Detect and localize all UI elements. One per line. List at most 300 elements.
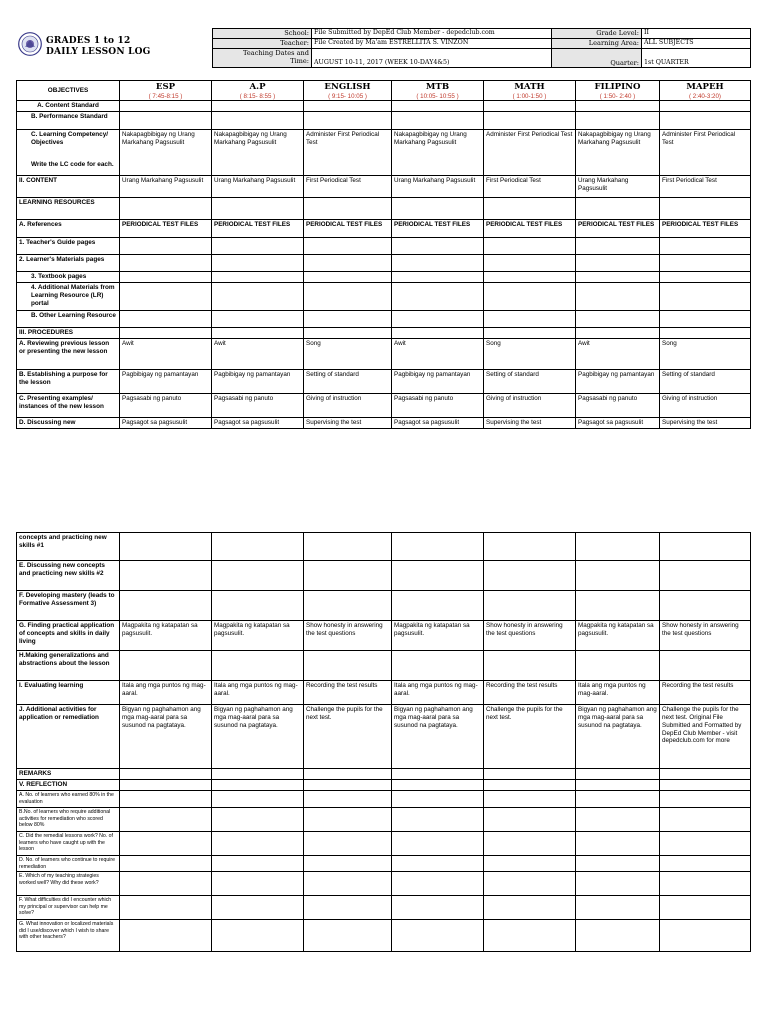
row-label: C. Presenting examples/ instances of the new lesson (17, 394, 120, 418)
cell-esp[interactable] (120, 651, 212, 681)
cell-esp[interactable] (120, 591, 212, 621)
cell-esp[interactable]: Magpakita ng katapatan sa pagsusulit. (120, 621, 212, 651)
cell-english[interactable] (304, 238, 392, 255)
table-row (17, 370, 751, 394)
table-row (17, 220, 751, 238)
cell-filipino[interactable] (576, 780, 660, 791)
reflection-cell[interactable] (660, 920, 751, 952)
cell-ap[interactable]: Magpakita ng katapatan sa pagsusulit. (212, 621, 304, 651)
table-row (17, 101, 751, 112)
table-row (17, 339, 751, 370)
cell-filipino[interactable]: Pagbibigay ng pamantayan (576, 370, 660, 394)
cell-mapeh[interactable]: Supervising the test (660, 418, 751, 429)
teacher-value: File Created by Ma'am ESTRELLITA S. VINZON (312, 39, 552, 49)
cell-esp[interactable]: Pagsasabi ng panuto (120, 394, 212, 418)
table-row (17, 112, 751, 130)
cell-mtb[interactable] (392, 311, 484, 328)
reflection-cell[interactable] (392, 808, 484, 832)
row-label: 1. Teacher's Guide pages (17, 238, 120, 255)
cell-mtb[interactable] (392, 112, 484, 130)
row-label: 2. Learner's Materials pages (17, 255, 120, 272)
cell-mapeh[interactable] (660, 101, 751, 112)
cell-mapeh[interactable] (660, 311, 751, 328)
cell-ap[interactable] (212, 311, 304, 328)
cell-filipino[interactable] (576, 272, 660, 283)
cell-math[interactable] (484, 651, 576, 681)
cell-ap[interactable]: Urang Markahang Pagsusulit (212, 176, 304, 198)
subject-header-math: MATH ( 1:00-1:50 ) (484, 81, 576, 101)
row-label: H.Making generalizations and abstractions about the lesson (17, 651, 120, 681)
row-label: G. Finding practical application of concepts and skills in daily living (17, 621, 120, 651)
cell-filipino[interactable] (576, 198, 660, 220)
cell-english[interactable] (304, 591, 392, 621)
subject-header-esp: ESP ( 7:45-8:15 ) (120, 81, 212, 101)
cell-ap[interactable]: Pagbibigay ng pamantayan (212, 370, 304, 394)
table-row (17, 591, 751, 621)
cell-esp[interactable] (120, 238, 212, 255)
cell-filipino[interactable] (576, 283, 660, 311)
cell-esp[interactable] (120, 311, 212, 328)
cell-filipino[interactable]: Magpakita ng katapatan sa pagsusulit. (576, 621, 660, 651)
reflection-cell[interactable] (304, 872, 392, 896)
row-label: F. Developing mastery (leads to Formative Assessment 3) (17, 591, 120, 621)
cell-math[interactable] (484, 238, 576, 255)
cell-mtb[interactable]: Itala ang mga puntos ng mag-aaral. (392, 681, 484, 705)
cell-filipino[interactable]: Urang Markahang Pagsusulit (576, 176, 660, 198)
row-label: D. Discussing new (17, 418, 120, 429)
table-row (17, 130, 751, 176)
table-row (17, 651, 751, 681)
subject-header-filipino: FILIPINO ( 1:50- 2:40 ) (576, 81, 660, 101)
cell-mtb[interactable]: Pagsasabi ng panuto (392, 394, 484, 418)
table-row (17, 533, 751, 561)
cell-mtb[interactable] (392, 533, 484, 561)
cell-filipino[interactable] (576, 651, 660, 681)
cell-esp[interactable] (120, 769, 212, 780)
cell-mapeh[interactable]: Song (660, 339, 751, 370)
school-value: File Submitted by DepEd Club Member - depedclub.com (312, 29, 552, 39)
cell-mapeh[interactable]: PERIODICAL TEST FILES (660, 220, 751, 238)
cell-filipino[interactable]: Bigyan ng paghahamon ang mga mag-aaral para sa susunod na pagtataya. (576, 705, 660, 769)
cell-ap[interactable] (212, 198, 304, 220)
cell-esp[interactable] (120, 255, 212, 272)
cell-english[interactable] (304, 198, 392, 220)
cell-esp[interactable]: Pagsagot sa pagsusulit (120, 418, 212, 429)
cell-english[interactable]: Song (304, 339, 392, 370)
reflection-cell[interactable] (576, 832, 660, 856)
cell-filipino[interactable] (576, 769, 660, 780)
cell-filipino[interactable] (576, 255, 660, 272)
cell-ap[interactable] (212, 101, 304, 112)
reflection-cell[interactable] (120, 832, 212, 856)
cell-mtb[interactable] (392, 769, 484, 780)
cell-esp[interactable] (120, 533, 212, 561)
reflection-cell[interactable] (576, 896, 660, 920)
cell-english[interactable] (304, 272, 392, 283)
cell-mapeh[interactable]: First Periodical Test (660, 176, 751, 198)
cell-english[interactable]: Recording the test results (304, 681, 392, 705)
area-label: Learning Area: (552, 39, 642, 49)
reflection-cell[interactable] (304, 832, 392, 856)
reflection-label: D. No. of learners who continue to require remediation (17, 856, 120, 872)
reflection-cell[interactable] (212, 920, 304, 952)
cell-english[interactable] (304, 651, 392, 681)
cell-math[interactable]: Administer First Periodical Test (484, 130, 576, 176)
table-row (17, 328, 751, 339)
table-row (17, 283, 751, 311)
reflection-row (17, 791, 751, 808)
cell-esp[interactable]: Nakapagbibigay ng Urang Markahang Pagsusulit (120, 130, 212, 176)
reflection-cell[interactable] (212, 832, 304, 856)
row-label: B. Establishing a purpose for the lesson (17, 370, 120, 394)
cell-esp[interactable]: Itala ang mga puntos ng mag-aaral. (120, 681, 212, 705)
cell-mapeh[interactable] (660, 198, 751, 220)
row-label: LEARNING RESOURCES (17, 198, 120, 220)
lesson-log-table-part1 (16, 80, 750, 429)
reflection-cell[interactable] (484, 791, 576, 808)
reflection-cell[interactable] (120, 896, 212, 920)
cell-ap[interactable] (212, 769, 304, 780)
cell-mtb[interactable] (392, 561, 484, 591)
table-row (17, 621, 751, 651)
cell-mapeh[interactable] (660, 255, 751, 272)
table-row (17, 394, 751, 418)
cell-filipino[interactable] (576, 561, 660, 591)
quarter-label: Quarter: (552, 49, 642, 68)
cell-english[interactable] (304, 328, 392, 339)
reflection-cell[interactable] (392, 791, 484, 808)
cell-ap[interactable]: Pagsasabi ng panuto (212, 394, 304, 418)
cell-filipino[interactable] (576, 238, 660, 255)
cell-ap[interactable] (212, 780, 304, 791)
cell-mtb[interactable] (392, 651, 484, 681)
row-label: concepts and practicing new skills #1 (17, 533, 120, 561)
cell-mtb[interactable]: Pagbibigay ng pamantayan (392, 370, 484, 394)
cell-mtb[interactable] (392, 238, 484, 255)
school-label: School: (213, 29, 312, 39)
cell-filipino[interactable] (576, 533, 660, 561)
subject-header-mtb: MTB ( 10:05- 10:55 ) (392, 81, 484, 101)
reflection-cell[interactable] (660, 808, 751, 832)
reflection-label: E. Which of my teaching strategies worked well? Why did these work? (17, 872, 120, 896)
cell-mtb[interactable] (392, 591, 484, 621)
reflection-cell[interactable] (660, 896, 751, 920)
reflection-cell[interactable] (120, 856, 212, 872)
cell-english[interactable] (304, 112, 392, 130)
cell-mapeh[interactable] (660, 769, 751, 780)
cell-mapeh[interactable] (660, 283, 751, 311)
cell-math[interactable] (484, 283, 576, 311)
cell-mtb[interactable]: Bigyan ng paghahamon ang mga mag-aaral para sa susunod na pagtataya. (392, 705, 484, 769)
cell-english[interactable]: First Periodical Test (304, 176, 392, 198)
row-label: I. Evaluating learning (17, 681, 120, 705)
cell-mapeh[interactable]: Show honesty in answering the test questions (660, 621, 751, 651)
table-row (17, 705, 751, 769)
cell-ap[interactable] (212, 591, 304, 621)
reflection-cell[interactable] (484, 896, 576, 920)
reflection-cell[interactable] (660, 856, 751, 872)
cell-filipino[interactable] (576, 591, 660, 621)
reflection-label: G. What innovation or localized materials did I use/discover which I wish to share with other teachers? (17, 920, 120, 952)
cell-mapeh[interactable] (660, 112, 751, 130)
cell-math[interactable]: First Periodical Test (484, 176, 576, 198)
cell-filipino[interactable] (576, 328, 660, 339)
reflection-cell[interactable] (212, 896, 304, 920)
grade-value: II (642, 29, 751, 39)
cell-english[interactable] (304, 561, 392, 591)
cell-ap[interactable] (212, 255, 304, 272)
reflection-label: A. No. of learners who earned 80% in the evaluation (17, 791, 120, 808)
cell-mapeh[interactable] (660, 238, 751, 255)
header (16, 28, 750, 72)
reflection-cell[interactable] (212, 872, 304, 896)
cell-mapeh[interactable]: Recording the test results (660, 681, 751, 705)
table-row (17, 418, 751, 429)
reflection-cell[interactable] (660, 832, 751, 856)
reflection-cell[interactable] (120, 920, 212, 952)
reflection-row (17, 856, 751, 872)
cell-mapeh[interactable] (660, 591, 751, 621)
reflection-cell[interactable] (576, 920, 660, 952)
cell-filipino[interactable]: Nakapagbibigay ng Urang Markahang Pagsusulit (576, 130, 660, 176)
reflection-cell[interactable] (304, 896, 392, 920)
reflection-cell[interactable] (120, 791, 212, 808)
cell-ap[interactable] (212, 651, 304, 681)
cell-mapeh[interactable]: Setting of standard (660, 370, 751, 394)
cell-math[interactable] (484, 769, 576, 780)
cell-mapeh[interactable]: Challenge the pupils for the next test. Original File Submitted and Formatted by DepEd Club Member - visit depedclub.com for more (660, 705, 751, 769)
cell-filipino[interactable] (576, 311, 660, 328)
row-label: 4. Additional Materials from Learning Resource (LR) portal (17, 283, 120, 311)
cell-math[interactable]: Supervising the test (484, 418, 576, 429)
cell-math[interactable] (484, 112, 576, 130)
cell-english[interactable] (304, 533, 392, 561)
row-label: E. Discussing new concepts and practicing new skills #2 (17, 561, 120, 591)
cell-math[interactable] (484, 272, 576, 283)
cell-math[interactable] (484, 780, 576, 791)
cell-math[interactable] (484, 255, 576, 272)
cell-english[interactable] (304, 769, 392, 780)
cell-english[interactable] (304, 283, 392, 311)
reflection-cell[interactable] (304, 791, 392, 808)
cell-english[interactable]: Show honesty in answering the test questions (304, 621, 392, 651)
reflection-row (17, 872, 751, 896)
row-label: A. Content Standard (17, 101, 120, 112)
cell-ap[interactable]: Pagsagot sa pagsusulit (212, 418, 304, 429)
cell-ap[interactable] (212, 328, 304, 339)
cell-mtb[interactable] (392, 780, 484, 791)
cell-math[interactable]: Song (484, 339, 576, 370)
reflection-cell[interactable] (212, 808, 304, 832)
reflection-cell[interactable] (660, 872, 751, 896)
cell-english[interactable]: Supervising the test (304, 418, 392, 429)
cell-math[interactable] (484, 561, 576, 591)
cell-math[interactable] (484, 198, 576, 220)
reflection-cell[interactable] (392, 896, 484, 920)
cell-math[interactable] (484, 591, 576, 621)
cell-filipino[interactable] (576, 112, 660, 130)
subject-header-english: ENGLISH ( 9:15- 10:05 ) (304, 81, 392, 101)
table-row (17, 272, 751, 283)
cell-ap[interactable] (212, 561, 304, 591)
cell-mtb[interactable]: Magpakita ng katapatan sa pagsusulit. (392, 621, 484, 651)
table-row (17, 176, 751, 198)
cell-esp[interactable] (120, 101, 212, 112)
cell-filipino[interactable]: Pagsasabi ng panuto (576, 394, 660, 418)
reflection-cell[interactable] (484, 856, 576, 872)
reflection-cell[interactable] (576, 872, 660, 896)
cell-mtb[interactable] (392, 101, 484, 112)
lesson-log-table-part2 (16, 532, 750, 952)
cell-ap[interactable]: Bigyan ng paghahamon ang mga mag-aaral para sa susunod na pagtataya. (212, 705, 304, 769)
table-row (17, 238, 751, 255)
cell-ap[interactable] (212, 238, 304, 255)
cell-esp[interactable] (120, 780, 212, 791)
cell-esp[interactable] (120, 283, 212, 311)
cell-mtb[interactable] (392, 328, 484, 339)
cell-math[interactable]: Challenge the pupils for the next test. (484, 705, 576, 769)
cell-esp[interactable] (120, 198, 212, 220)
cell-english[interactable] (304, 101, 392, 112)
cell-filipino[interactable]: Pagsagot sa pagsusulit (576, 418, 660, 429)
row-label: V. REFLECTION (17, 780, 120, 791)
cell-mtb[interactable]: Pagsagot sa pagsusulit (392, 418, 484, 429)
reflection-cell[interactable] (304, 856, 392, 872)
cell-mapeh[interactable] (660, 328, 751, 339)
reflection-cell[interactable] (576, 808, 660, 832)
reflection-cell[interactable] (392, 920, 484, 952)
cell-esp[interactable]: Urang Markahang Pagsusulit (120, 176, 212, 198)
reflection-cell[interactable] (484, 808, 576, 832)
cell-english[interactable]: Setting of standard (304, 370, 392, 394)
cell-mtb[interactable] (392, 198, 484, 220)
cell-english[interactable]: Giving of instruction (304, 394, 392, 418)
cell-english[interactable] (304, 311, 392, 328)
cell-filipino[interactable]: Itala ang mga puntos ng mag-aaral. (576, 681, 660, 705)
row-label: A. Reviewing previous lesson or presenting the new lesson (17, 339, 120, 370)
cell-math[interactable] (484, 311, 576, 328)
cell-ap[interactable]: PERIODICAL TEST FILES (212, 220, 304, 238)
grade-label: Grade Level: (552, 29, 642, 39)
header-info-table (212, 28, 751, 68)
cell-filipino[interactable]: Awit (576, 339, 660, 370)
table-row (17, 255, 751, 272)
cell-ap[interactable]: Awit (212, 339, 304, 370)
cell-mtb[interactable] (392, 272, 484, 283)
row-label: B. Performance Standard (17, 112, 120, 130)
cell-ap[interactable] (212, 533, 304, 561)
cell-mapeh[interactable] (660, 533, 751, 561)
table-row (17, 561, 751, 591)
cell-ap[interactable]: Itala ang mga puntos ng mag-aaral. (212, 681, 304, 705)
reflection-cell[interactable] (304, 920, 392, 952)
cell-ap[interactable] (212, 283, 304, 311)
cell-english[interactable]: Challenge the pupils for the next test. (304, 705, 392, 769)
cell-mapeh[interactable]: Administer First Periodical Test (660, 130, 751, 176)
cell-math[interactable] (484, 533, 576, 561)
cell-filipino[interactable] (576, 101, 660, 112)
cell-english[interactable] (304, 255, 392, 272)
cell-esp[interactable]: Pagbibigay ng pamantayan (120, 370, 212, 394)
reflection-cell[interactable] (212, 856, 304, 872)
cell-ap[interactable] (212, 272, 304, 283)
reflection-cell[interactable] (304, 808, 392, 832)
cell-esp[interactable]: Bigyan ng paghahamon ang mga mag-aaral para sa susunod na pagtataya. (120, 705, 212, 769)
cell-filipino[interactable]: PERIODICAL TEST FILES (576, 220, 660, 238)
reflection-cell[interactable] (392, 832, 484, 856)
subject-header-ap: A.P ( 8:15- 8:55 ) (212, 81, 304, 101)
reflection-row (17, 808, 751, 832)
reflection-row (17, 896, 751, 920)
reflection-cell[interactable] (392, 872, 484, 896)
cell-ap[interactable]: Nakapagbibigay ng Urang Markahang Pagsusulit (212, 130, 304, 176)
row-label: J. Additional activities for application or remediation (17, 705, 120, 769)
cell-math[interactable]: Recording the test results (484, 681, 576, 705)
cell-math[interactable]: PERIODICAL TEST FILES (484, 220, 576, 238)
cell-math[interactable]: Show honesty in answering the test questions (484, 621, 576, 651)
reflection-cell[interactable] (484, 832, 576, 856)
cell-ap[interactable] (212, 112, 304, 130)
cell-mtb[interactable]: PERIODICAL TEST FILES (392, 220, 484, 238)
cell-mapeh[interactable]: Giving of instruction (660, 394, 751, 418)
reflection-cell[interactable] (576, 791, 660, 808)
row-label: II. CONTENT (17, 176, 120, 198)
cell-mapeh[interactable] (660, 272, 751, 283)
cell-math[interactable] (484, 328, 576, 339)
cell-english[interactable]: PERIODICAL TEST FILES (304, 220, 392, 238)
cell-esp[interactable]: PERIODICAL TEST FILES (120, 220, 212, 238)
cell-math[interactable]: Setting of standard (484, 370, 576, 394)
cell-esp[interactable] (120, 328, 212, 339)
page-title: GRADES 1 to 12 DAILY LESSON LOG (46, 36, 151, 57)
reflection-cell[interactable] (212, 791, 304, 808)
cell-esp[interactable] (120, 561, 212, 591)
row-label: III. PROCEDURES (17, 328, 120, 339)
cell-esp[interactable] (120, 272, 212, 283)
reflection-label: B.No. of learners who require additional activities for remediation who scored below 80% (17, 808, 120, 832)
cell-mtb[interactable]: Nakapagbibigay ng Urang Markahang Pagsusulit (392, 130, 484, 176)
cell-mapeh[interactable] (660, 651, 751, 681)
table-row (17, 769, 751, 780)
table-row (17, 311, 751, 328)
reflection-cell[interactable] (120, 872, 212, 896)
reflection-cell[interactable] (484, 920, 576, 952)
row-label: B. Other Learning Resource (17, 311, 120, 328)
cell-math[interactable]: Giving of instruction (484, 394, 576, 418)
cell-mtb[interactable]: Urang Markahang Pagsusulit (392, 176, 484, 198)
reflection-cell[interactable] (392, 856, 484, 872)
teacher-label: Teacher: (213, 39, 312, 49)
cell-mapeh[interactable] (660, 561, 751, 591)
deped-seal-icon (18, 32, 42, 56)
cell-mtb[interactable] (392, 283, 484, 311)
cell-esp[interactable]: Awit (120, 339, 212, 370)
reflection-cell[interactable] (576, 856, 660, 872)
cell-mapeh[interactable] (660, 780, 751, 791)
cell-mtb[interactable]: Awit (392, 339, 484, 370)
subject-header-mapeh: MAPEH ( 2:40-3:20) (660, 81, 751, 101)
dates-label: Teaching Dates and Time: (213, 49, 312, 68)
area-value: ALL SUBJECTS (642, 39, 751, 49)
reflection-cell[interactable] (484, 872, 576, 896)
reflection-cell[interactable] (120, 808, 212, 832)
cell-english[interactable] (304, 780, 392, 791)
cell-math[interactable] (484, 101, 576, 112)
reflection-cell[interactable] (660, 791, 751, 808)
cell-english[interactable]: Administer First Periodical Test (304, 130, 392, 176)
cell-esp[interactable] (120, 112, 212, 130)
cell-mtb[interactable] (392, 255, 484, 272)
